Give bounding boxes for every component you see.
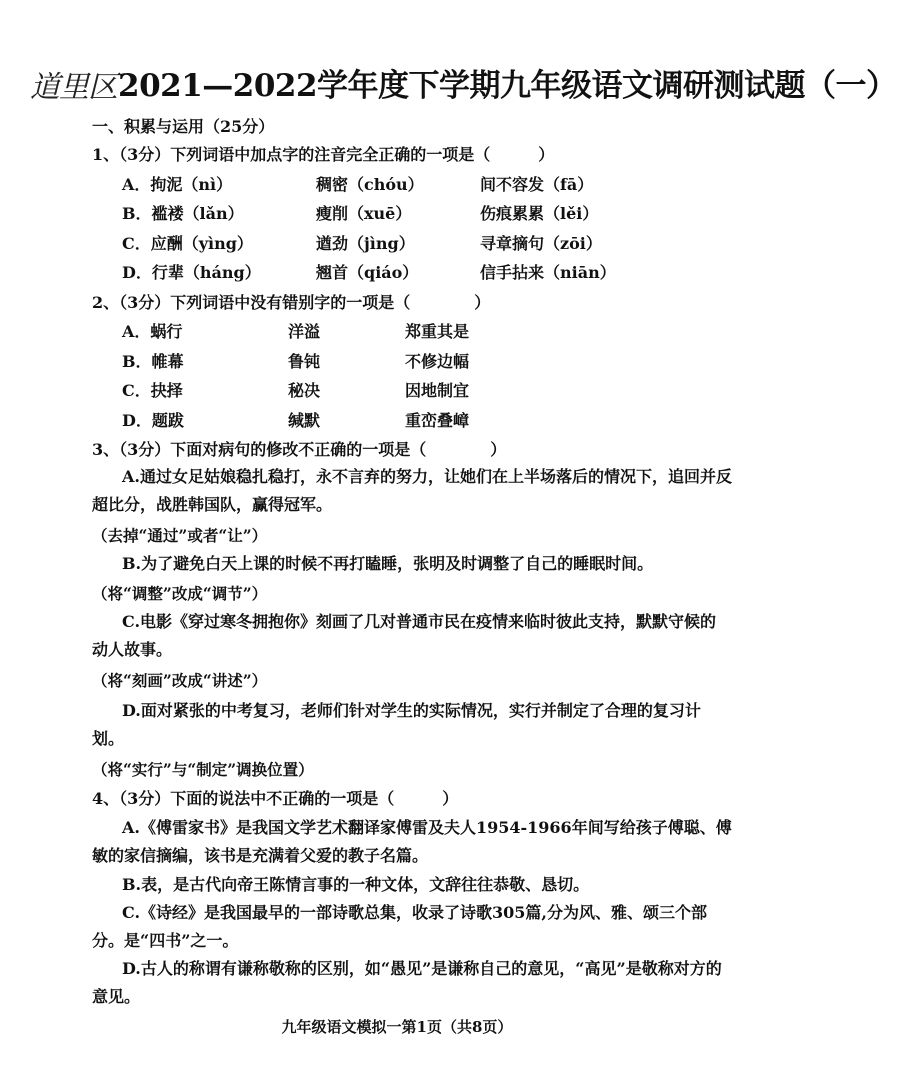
q4-option-d: D.古人的称谓有谦称敬称的区别，如“愚见”是谦称自己的意见，“高见”是敬称对方的意见。: [92, 959, 722, 1006]
q1-option-b-2: 瘦削（xuē）: [316, 204, 412, 223]
q3-option-a: A.通过女足姑娘稳扎稳打，永不言弃的努力，让她们在上半场落后的情况下，追回并反超比分，战胜韩国队，赢得冠军。: [92, 467, 732, 514]
q1-option-c-2: 遒劲（jìng）: [316, 234, 415, 253]
q3-option-c-note: （将“刻画”改成“讲述”）: [92, 671, 268, 690]
q1-option-a-1: A．拘泥（nì）: [122, 175, 233, 194]
q2-option-b-1: B．帷幕: [122, 352, 184, 371]
q4-option-c: C.《诗经》是我国最早的一部诗歌总集，收录了诗歌305篇,分为风、雅、颂三个部分。是“四书”之一。: [92, 903, 707, 950]
q4-option-a: A.《傅雷家书》是我国文学艺术翻译家傅雷及夫人1954-1966年间写给孩子傅聪、傅敏的家信摘编，该书是充满着父爱的教子名篇。: [92, 818, 732, 865]
q2-option-d-3: 重峦叠嶂: [405, 411, 470, 430]
q1-option-d-2: 翘首（qiáo）: [316, 263, 419, 282]
section-heading: 一、积累与运用（25分）: [92, 117, 275, 136]
q3-option-d-note: （将“实行”与“制定”调换位置）: [92, 760, 314, 779]
question-3-stem: 3、（3分）下面对病句的修改不正确的一项是（ ）: [92, 440, 507, 459]
q2-option-c-2: 秘决: [288, 381, 321, 400]
q2-option-c-1: C．抉择: [122, 381, 183, 400]
question-1-stem: 1、（3分）下列词语中加点字的注音完全正确的一项是（ ）: [92, 145, 555, 164]
q2-option-c-3: 因地制宜: [405, 381, 470, 400]
question-4-stem: 4、（3分）下面的说法中不正确的一项是（ ）: [92, 789, 459, 808]
q2-option-b-2: 鲁钝: [288, 352, 321, 371]
q3-option-b-note: （将“调整”改成“调节”）: [92, 584, 268, 603]
q1-option-b-3: 伤痕累累（lěi）: [480, 204, 599, 223]
q4-option-b: B.表，是古代向帝王陈情言事的一种文体，文辞往往恭敬、恳切。: [122, 875, 590, 894]
q2-option-d-2: 缄默: [288, 411, 321, 430]
q3-option-c: C.电影《穿过寒冬拥抱你》刻画了几对普通市民在疫情来临时彼此支持，默默守候的动人故事。: [92, 612, 717, 659]
q2-option-a-1: A．蜗行: [122, 322, 183, 341]
q1-option-d-1: D．行辈（háng）: [122, 263, 261, 282]
question-2-stem: 2、（3分）下列词语中没有错别字的一项是（ ）: [92, 293, 491, 312]
q2-option-d-1: D．题跋: [122, 411, 184, 430]
q2-option-a-2: 洋溢: [288, 322, 321, 341]
handwritten-district-note: 道里区: [30, 70, 117, 105]
q3-option-d: D.面对紧张的中考复习，老师们针对学生的实际情况，实行并制定了合理的复习计划。: [92, 701, 701, 748]
q1-option-a-2: 稠密（chóu）: [316, 175, 424, 194]
exam-title: 2021—2022学年度下学期九年级语文调研测试题（一）: [118, 68, 897, 104]
q2-option-b-3: 不修边幅: [405, 352, 470, 371]
q1-option-a-3: 间不容发（fā）: [480, 175, 594, 194]
q1-option-c-3: 寻章摘句（zōi）: [480, 234, 602, 253]
q2-option-a-3: 郑重其是: [405, 322, 470, 341]
q1-option-c-1: C．应酬（yìng）: [122, 234, 253, 253]
q3-option-b: B.为了避免白天上课的时候不再打瞌睡，张明及时调整了自己的睡眠时间。: [122, 554, 654, 573]
q1-option-b-1: B．褴褛（lǎn）: [122, 204, 244, 223]
q3-option-a-note: （去掉“通过”或者“让”）: [92, 526, 268, 545]
q1-option-d-3: 信手拈来（niān）: [480, 263, 616, 282]
page-footer: 九年级语文模拟一第1页（共8页）: [281, 1018, 513, 1036]
